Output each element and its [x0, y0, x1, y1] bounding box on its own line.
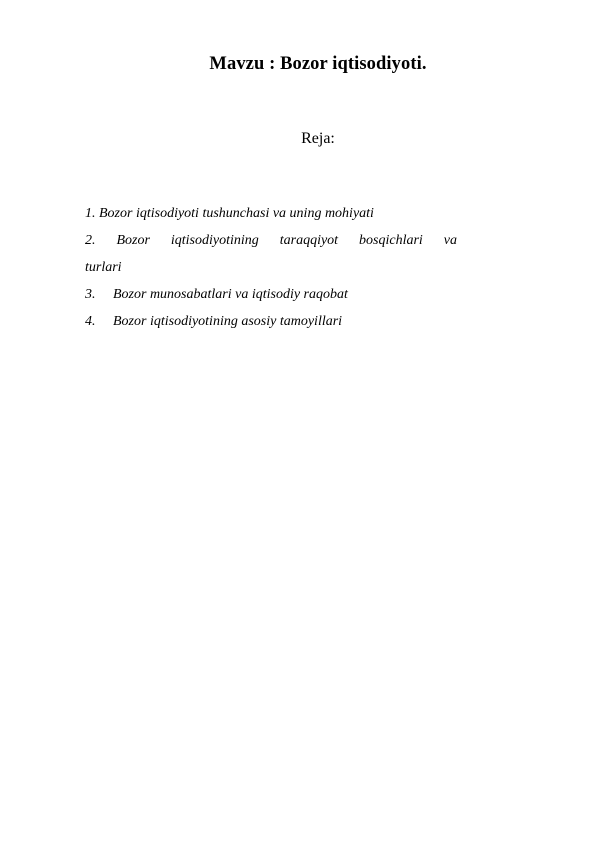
plan-item-2	[85, 227, 457, 281]
plan-item-1	[85, 200, 457, 227]
plan-item-text-continuation: turlari	[85, 260, 122, 275]
plan-item-number: 1.	[85, 206, 96, 221]
plan-item-text: Bozor munosabatlari va iqtisodiy raqobat	[113, 287, 348, 302]
document-title: Mavzu : Bozor iqtisodiyoti.	[209, 54, 427, 74]
plan-heading: Reja:	[301, 130, 335, 147]
plan-item-4	[85, 308, 457, 335]
plan-item-3	[85, 281, 457, 308]
plan-item-number: 3.	[85, 287, 96, 302]
plan-item-text: Bozor iqtisodiyotining asosiy tamoyillari	[113, 314, 343, 329]
plan-item-text: Bozor iqtisodiyotining taraqqiyot bosqichlari va	[116, 233, 457, 248]
plan-item-number: 2.	[85, 233, 96, 248]
plan-item-text: Bozor iqtisodiyoti tushunchasi va uning mohiyati	[99, 206, 374, 221]
plan-item-line	[85, 227, 457, 254]
plan-item-number: 4.	[85, 314, 96, 329]
plan-list	[85, 200, 457, 335]
